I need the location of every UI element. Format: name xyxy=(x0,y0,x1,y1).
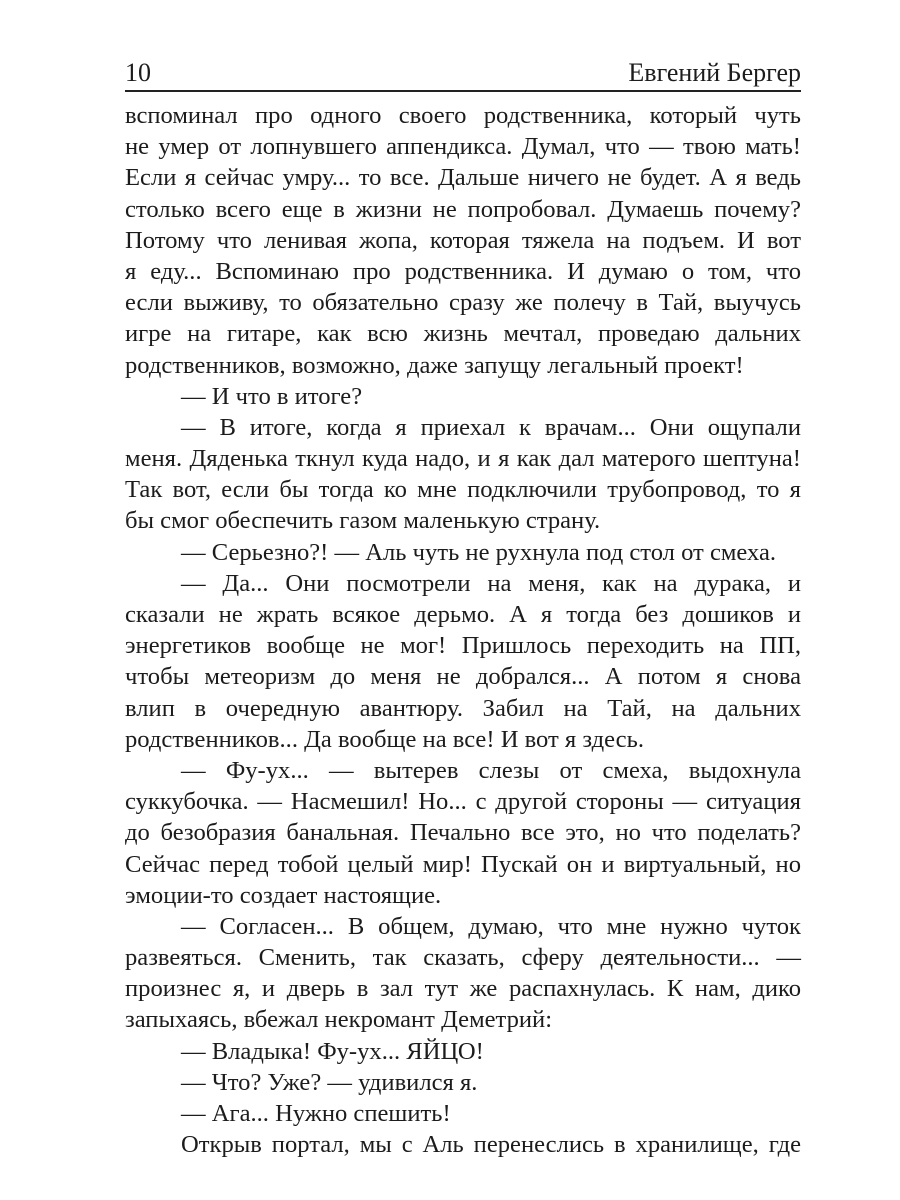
text-line: — Да... Они посмотрели на меня, как на дурака, и xyxy=(181,569,801,597)
text-line: игре на гитаре, как всю жизнь мечтал, проведаю дальних xyxy=(125,320,801,348)
text-line: если выживу, то обязательно сразу же полечу в Тай, выучусь xyxy=(125,289,801,317)
text-line: столько всего еще в жизни не попробовал. Думаешь почему? xyxy=(125,195,801,223)
text-line: — Фу-ух... — вытерев слезы от смеха, выдохнула xyxy=(181,756,801,784)
text-line: — В итоге, когда я приехал к врачам... Они ощупали xyxy=(181,413,801,441)
text-line: Открыв портал, мы с Аль перенеслись в хранилище, где xyxy=(181,1131,801,1159)
text-line: влип в очередную авантюру. Забил на Тай, на дальних xyxy=(125,694,801,722)
page-header xyxy=(125,58,801,92)
text-line: сказали не жрать всякое дерьмо. А я тогда без дошиков и xyxy=(125,601,801,628)
text-line: родственников, возможно, даже запущу легальный проект! xyxy=(125,351,744,379)
text-line: вспоминал про одного своего родственника, который чуть xyxy=(125,102,801,129)
running-title: Евгений Бергер xyxy=(628,58,801,87)
text-line: — Что? Уже? — удивился я. xyxy=(181,1068,478,1096)
text-line: не умер от лопнувшего аппендикса. Думал, что — твою мать! xyxy=(125,133,801,161)
text-line: Потому что ленивая жопа, которая тяжела на подъем. И вот xyxy=(125,226,801,254)
text-line: родственников... Да вообще на все! И вот я здесь. xyxy=(125,725,644,753)
book-text xyxy=(125,100,801,1160)
page-number: 10 xyxy=(125,58,151,87)
text-line: энергетиков вообще не мог! Пришлось переходить на ПП, xyxy=(125,632,801,660)
text-line: — Владыка! Фу-ух... ЯЙЦО! xyxy=(181,1037,484,1065)
text-line: развеяться. Сменить, так сказать, сферу деятельности... — xyxy=(125,944,801,972)
text-line: эмоции-то создает настоящие. xyxy=(125,881,442,909)
text-line: запыхаясь, вбежал некромант Деметрий: xyxy=(125,1006,553,1034)
text-line: я еду... Вспоминаю про родственника. И думаю о том, что xyxy=(125,257,801,285)
text-line: чтобы метеоризм до меня не добрался... А потом я снова xyxy=(125,663,801,691)
text-line: — Серьезно?! — Аль чуть не рухнула под стол от смеха. xyxy=(181,538,777,566)
text-line: — Согласен... В общем, думаю, что мне нужно чуток xyxy=(181,912,801,940)
text-line: меня. Дяденька ткнул куда надо, и я как дал матерого шептуна! xyxy=(125,445,801,473)
text-line: до безобразия банальная. Печально все это, но что поделать? xyxy=(125,819,801,847)
text-line: произнес я, и дверь в зал тут же распахнулась. К нам, дико xyxy=(125,975,801,1003)
text-line: — Ага... Нужно спешить! xyxy=(181,1100,451,1127)
text-line: бы смог обеспечить газом маленькую страну. xyxy=(125,507,601,535)
text-line: Так вот, если бы тогда ко мне подключили трубопровод, то я xyxy=(125,476,801,504)
text-line: суккубочка. — Насмешил! Но... с другой стороны — ситуация xyxy=(125,788,801,816)
text-line: — И что в итоге? xyxy=(181,382,363,410)
text-line: Сейчас перед тобой целый мир! Пускай он и виртуальный, но xyxy=(125,850,801,878)
text-line: Если я сейчас умру... то все. Дальше ничего не будет. А я ведь xyxy=(125,164,801,192)
